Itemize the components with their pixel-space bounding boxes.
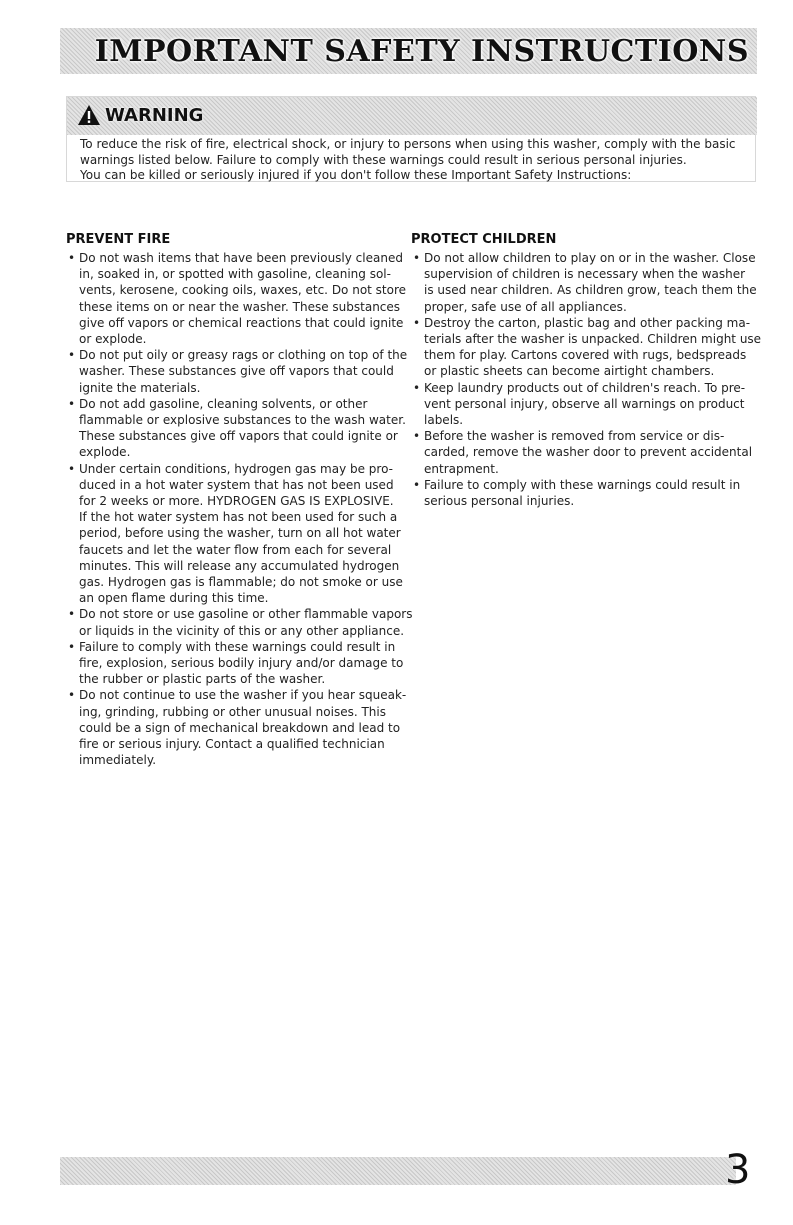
list-item-line: • Under certain conditions, hydrogen gas may be pro- [79,461,393,476]
list-item-line: • Before the washer is removed from service or dis- [424,429,725,444]
protect-children-list [411,250,763,509]
list-item-line: • Do not allow children to play on or in the washer. Close [424,251,756,265]
list-item [411,477,763,509]
list-item-line: faucets and let the water flow from each for several [79,542,392,557]
warning-line: To reduce the risk of fire, electrical shock, or injury to persons when using this washer, comply with the basic [80,137,736,151]
list-item [66,250,407,347]
list-item-line: or explode. [79,332,147,347]
list-item-line: ing, grinding, rubbing or other unusual noises. This [79,704,386,719]
list-item-line: proper, safe use of all appliances. [424,299,627,314]
protect-children-section [411,232,763,509]
list-item [66,687,407,768]
list-item-line: for 2 weeks or more. HYDROGEN GAS IS EXPLOSIVE. [79,494,394,509]
list-item-line: labels. [424,413,464,428]
list-item-line: fire or serious injury. Contact a qualified technician [79,737,385,752]
list-item-line: • Failure to comply with these warnings could result in [79,639,396,654]
list-item-line: give off vapors or chemical reactions that could ignite [79,315,404,330]
warning-triangle-icon [77,104,101,126]
list-item-line: • Do not add gasoline, cleaning solvents, or other [79,396,368,411]
list-item-line: an open flame during this time. [79,591,269,606]
list-item-line: • Do not wash items that have been previously cleaned [79,251,403,265]
list-item [66,606,413,638]
title-banner [60,28,757,74]
list-item-line: duced in a hot water system that has not been used [79,477,394,492]
list-item-line: these items on or near the washer. These substances [79,299,401,314]
list-item [66,639,404,688]
list-item-line: • Do not put oily or greasy rags or clothing on top of the [79,348,408,363]
list-item-line: vents, kerosene, cooking oils, waxes, etc. Do not store [79,283,407,298]
list-item [411,380,763,429]
list-item-line: entrapment. [424,461,499,476]
list-item-line: terials after the washer is unpacked. Children might use [424,332,762,347]
page-title: IMPORTANT SAFETY INSTRUCTIONS [94,33,749,69]
list-item [411,315,763,380]
list-item-line: or liquids in the vicinity of this or any other appliance. [79,623,405,638]
warning-line: You can be killed or seriously injured if you don't follow these Important Safety Instructions: [80,168,632,182]
prevent-fire-list [66,250,413,769]
warning-label-group [77,101,227,129]
list-item [411,250,763,315]
list-item-line: • Destroy the carton, plastic bag and other packing ma- [424,315,751,330]
list-item-line: them for play. Cartons covered with rugs, bedspreads [424,348,747,363]
list-item-line: serious personal injuries. [424,494,575,509]
section-heading: PREVENT FIRE [66,232,171,247]
prevent-fire-section [66,232,413,769]
list-item-line: washer. These substances give off vapors that could [79,364,394,379]
list-item [411,428,763,477]
warning-text [80,137,750,184]
list-item [66,461,404,607]
warning-line: warnings listed below. Failure to comply with these warnings could result in serious personal injuries. [80,152,687,167]
section-heading: PROTECT CHILDREN [411,232,557,247]
list-item-line: • Do not store or use gasoline or other flammable vapors [79,607,413,622]
list-item-line: These substances give off vapors that could ignite or [79,429,398,444]
list-item-line: is used near children. As children grow, teach them the [424,283,757,298]
list-item-line: in, soaked in, or spotted with gasoline, cleaning sol- [79,267,391,282]
list-item-line: • Keep laundry products out of children's reach. To pre- [424,380,746,395]
list-item-line: gas. Hydrogen gas is flammable; do not smoke or use [79,575,403,590]
page-number: 3 [725,1147,751,1193]
list-item-line: minutes. This will release any accumulated hydrogen [79,558,400,573]
list-item-line: supervision of children is necessary when the washer [424,267,746,282]
list-item [66,347,408,396]
warning-box [66,96,756,182]
list-item-line: immediately. [79,753,157,768]
list-item-line: vent personal injury, observe all warnings on product [424,396,745,411]
list-item-line: carded, remove the washer door to prevent accidental [424,445,753,460]
list-item-line: explode. [79,445,131,460]
list-item-line: or plastic sheets can become airtight chambers. [424,364,715,379]
list-item-line: If the hot water system has not been used for such a [79,510,398,525]
list-item-line: the rubber or plastic parts of the washer. [79,672,326,687]
list-item-line: flammable or explosive substances to the wash water. [79,413,406,428]
list-item-line: • Failure to comply with these warnings could result in [424,477,741,492]
list-item-line: could be a sign of mechanical breakdown and lead to [79,720,401,735]
list-item-line: ignite the materials. [79,380,201,395]
list-item [66,396,404,461]
footer-bar [60,1157,736,1185]
list-item-line: fire, explosion, serious bodily injury and/or damage to [79,656,404,671]
list-item-line: • Do not continue to use the washer if you hear squeak- [79,688,407,703]
list-item-line: period, before using the washer, turn on all hot water [79,526,401,541]
warning-label: WARNING [105,104,204,126]
